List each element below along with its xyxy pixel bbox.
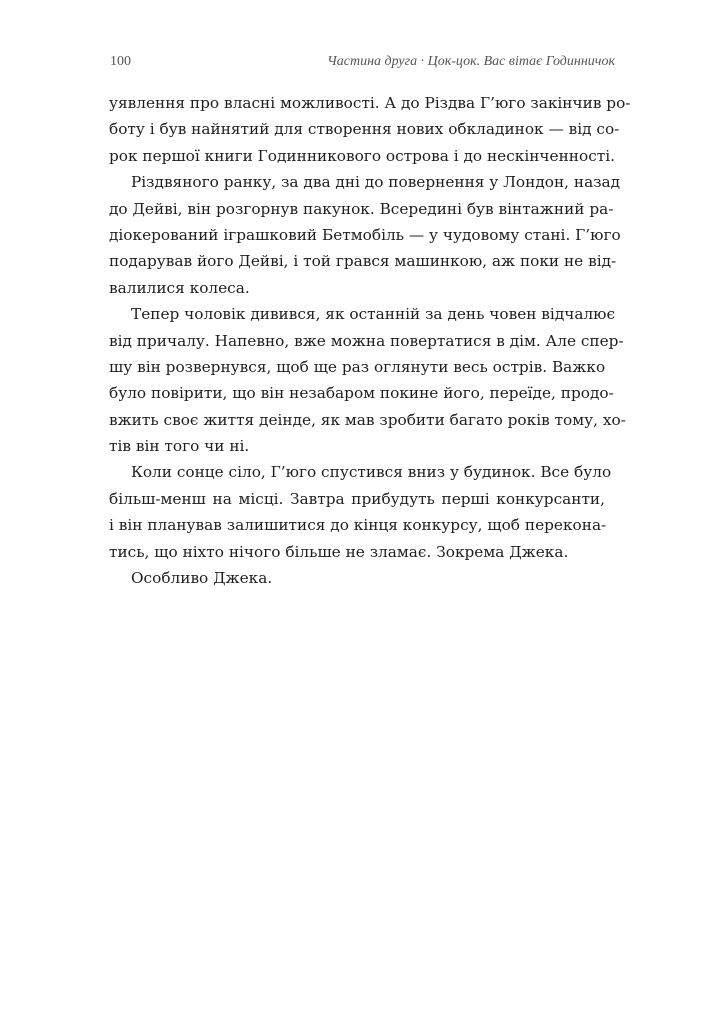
text-line: тів він того чи ні. — [109, 437, 250, 456]
body-text — [109, 90, 631, 591]
text-line: Коли сонце сіло, Г’юго спустився вниз у будинок. Все було — [131, 463, 612, 482]
paragraph — [109, 459, 612, 565]
text-line: Тепер чоловік дивився, як останній за день човен відчалює — [131, 305, 616, 324]
text-line: діокерований іграшковий Бетмобіль — у чудовому стані. Г’юго — [109, 225, 621, 244]
text-line: рок першої книги Годинникового острова і до нескінченності. — [109, 146, 615, 165]
text-line: шу він розвернувся, щоб ще раз оглянути весь острів. Важко — [109, 357, 606, 376]
text-line: від причалу. Напевно, вже можна повертатися в дім. Але спер- — [109, 331, 624, 350]
text-line: валилися колеса. — [109, 278, 250, 297]
page-number: 100 — [110, 54, 131, 69]
text-line: тись, що ніхто нічого більше не зламає. Зокрема Джека. — [109, 542, 569, 561]
text-line: більш-менш на місці. Завтра прибудуть перші конкурсанти, — [109, 489, 605, 508]
text-line: і він планував залишитися до кінця конкурсу, щоб переконa- — [109, 516, 607, 535]
running-head — [110, 52, 615, 72]
paragraph — [109, 169, 621, 301]
text-line: вжить своє життя деінде, як мав зробити багато років тому, хо- — [109, 410, 626, 429]
text-line: було повірити, що він незабаром покине його, переїде, продо- — [109, 384, 614, 403]
text-line: подарував його Дейві, і той грався машинкою, аж поки не від- — [109, 252, 617, 271]
text-line: до Дейві, він розгорнув пакунок. Всередині був вінтажний ра- — [109, 199, 614, 218]
text-line: уявлення про власні можливості. А до Різдва Г’юго закінчив ро- — [109, 94, 631, 112]
paragraph — [109, 301, 626, 459]
paragraph — [109, 90, 631, 169]
running-title: Частина друга · Цок-цок. Вас вітає Годинничок — [327, 54, 615, 69]
text-line: Особливо Джека. — [131, 569, 273, 588]
paragraph — [109, 565, 605, 591]
text-line: боту і був найнятий для створення нових обкладинок — від со- — [109, 120, 620, 139]
text-line: Різдвяного ранку, за два дні до повернення у Лондон, назад — [131, 173, 621, 192]
